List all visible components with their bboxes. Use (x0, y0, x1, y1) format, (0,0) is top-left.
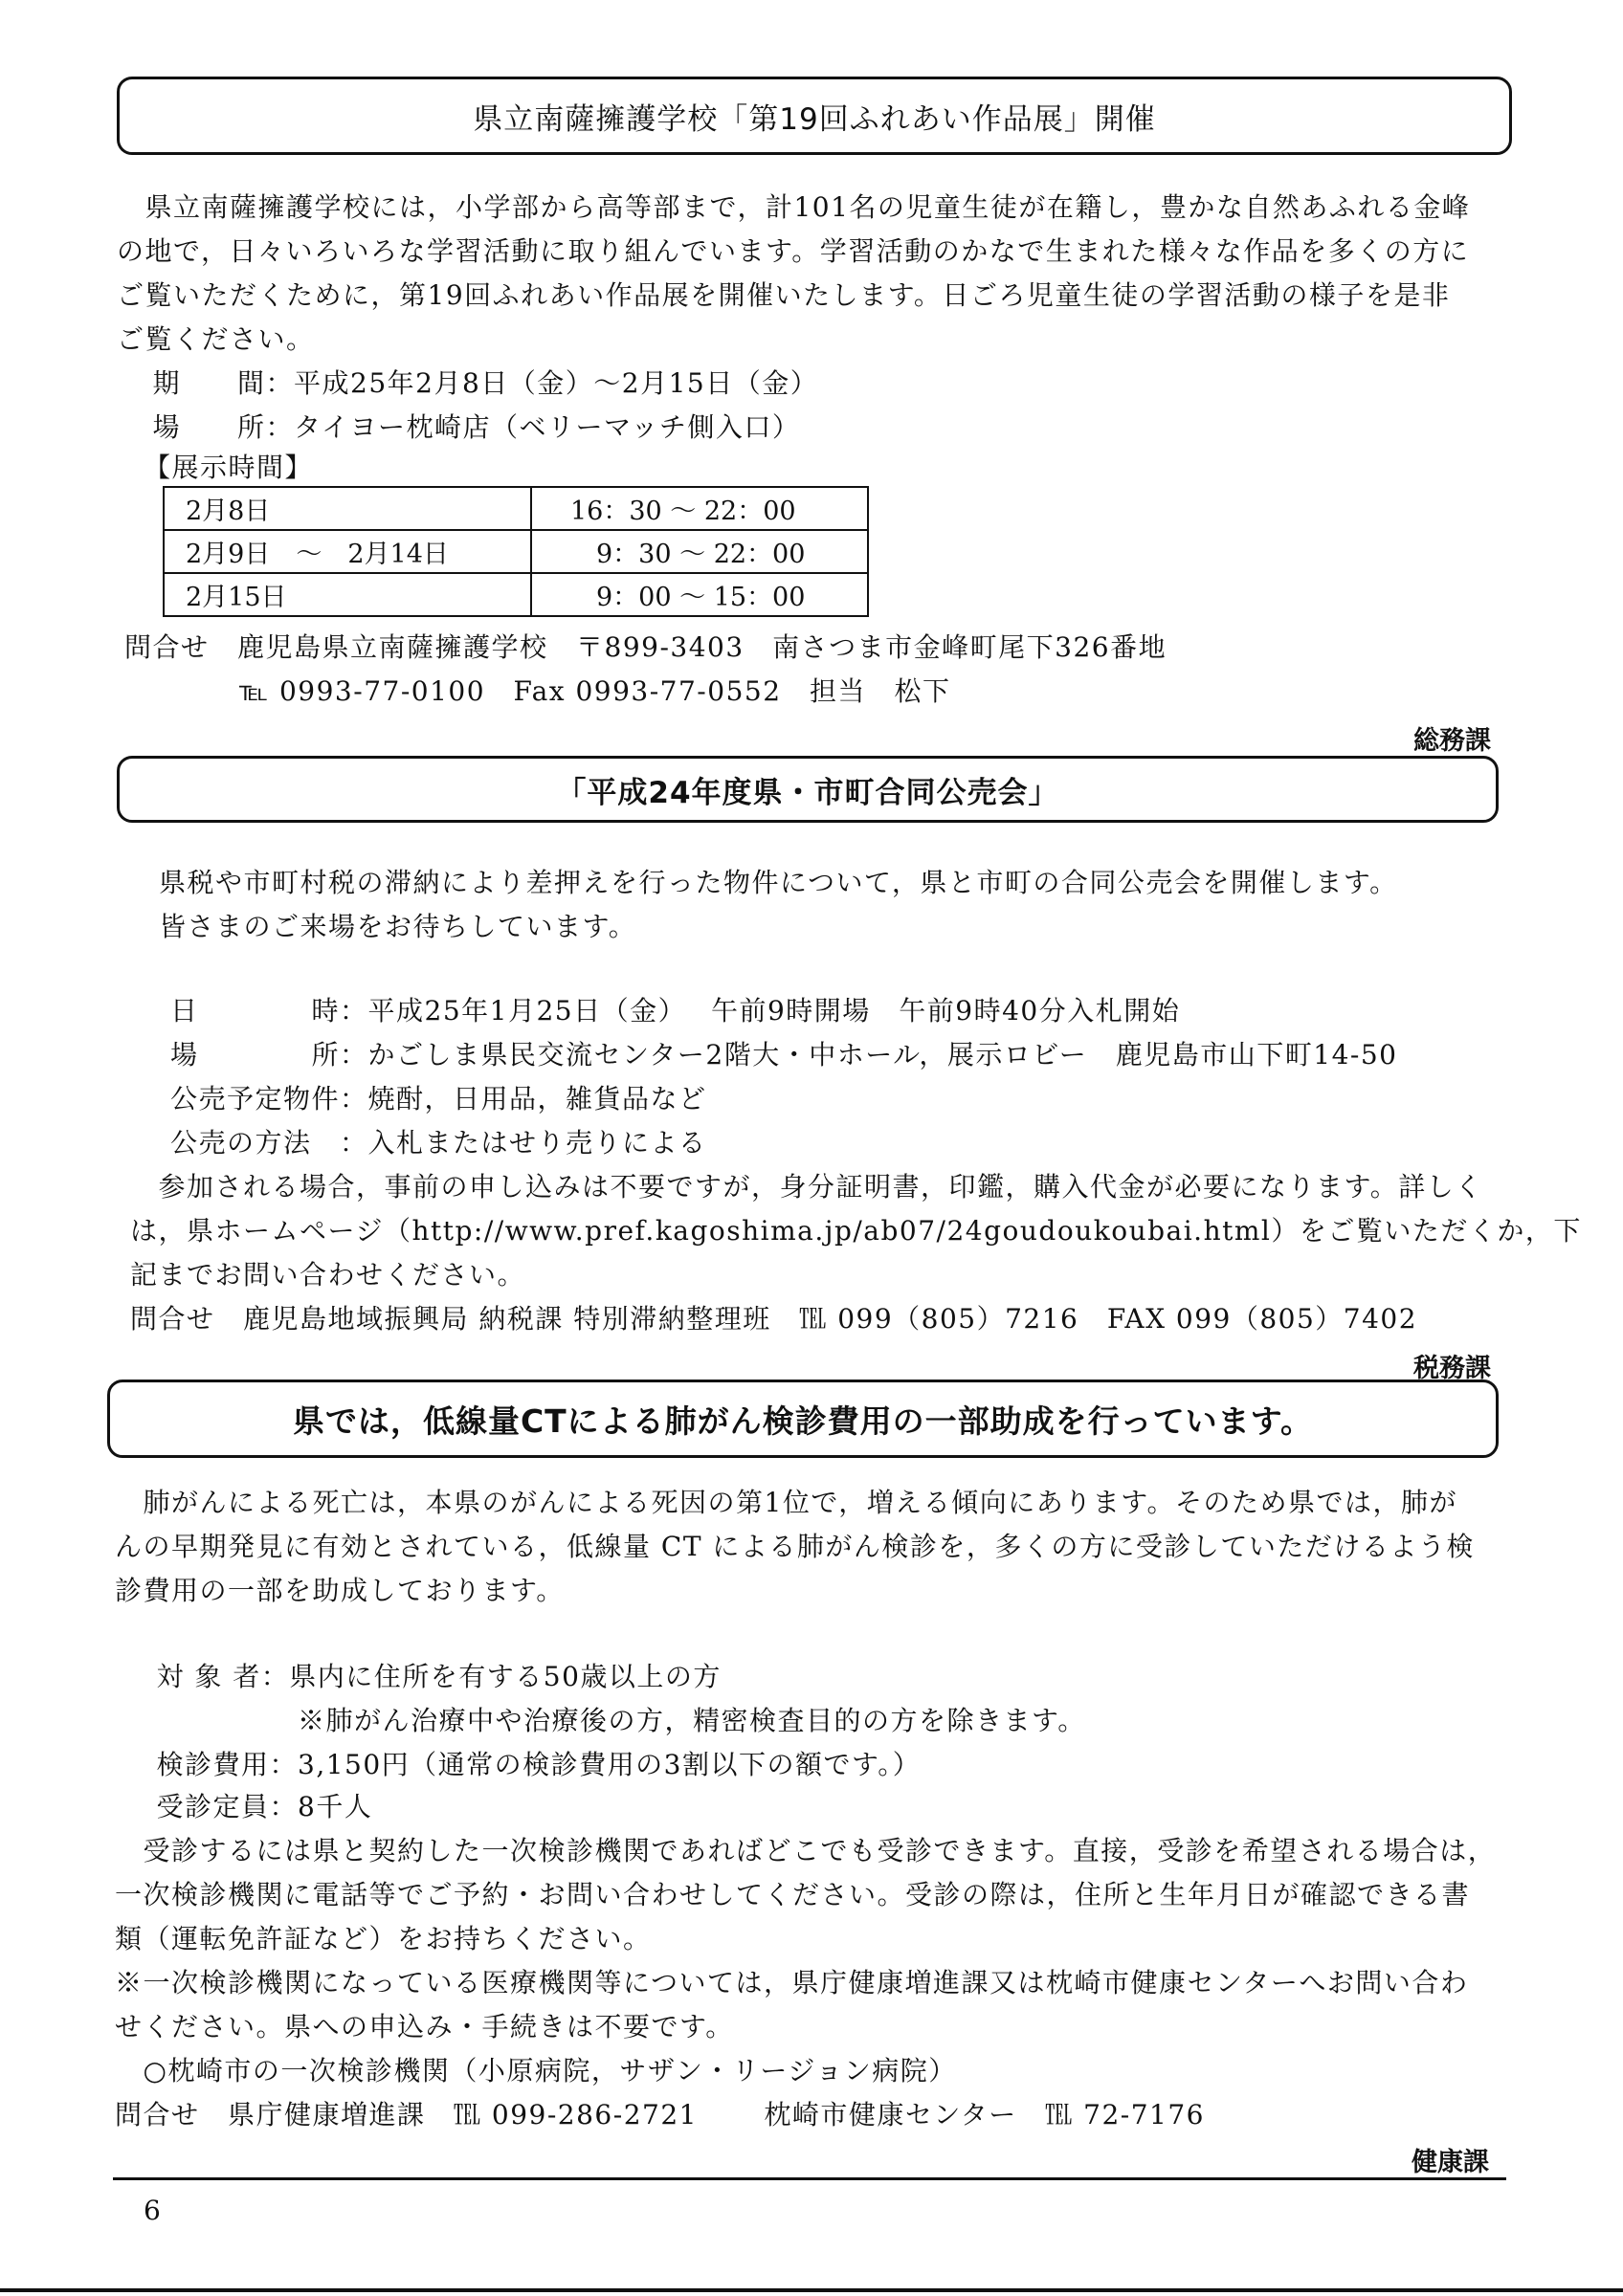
section2-intro-line-1: 県税や市町村税の滞納により差押えを行った物件について，県と市町の合同公売会を開催します。 (159, 867, 1398, 898)
section2-intro-line-2: 皆さまのご来場をお待ちしています。 (159, 911, 637, 942)
section1-title-box (117, 77, 1512, 155)
section2-detail-line-4: 公売の方法 ：入札またはせり売りによる (170, 1127, 707, 1159)
section2-detail-line-2: 場 所：かごしま県民交流センター2階大・中ホール，展示ロビー 鹿児島市山下町14-50 (170, 1039, 1398, 1071)
section3-body-line-6: ○枕崎市の一次検診機関（小原病院，サザン・リージョン病院） (115, 2055, 957, 2086)
table-row (164, 573, 868, 616)
page-number: 6 (144, 2195, 163, 2226)
section1-intro-line-2: の地で，日々いろいろな学習活動に取り組んでいます。学習活動のかなで生まれた様々な作品を多くの方に (117, 235, 1470, 267)
section3-intro-line-2: んの早期発見に有効とされている，低線量 CT による肺がん検診を，多くの方に受診していただけるよう検 (115, 1531, 1475, 1562)
bottom-border (0, 2288, 1623, 2292)
section2-detail-line-3: 公売予定物件：焼酎，日用品，雑貨品など (170, 1083, 707, 1115)
schedule-time: 16：30 ～ 22：00 (531, 487, 868, 530)
section2-contact: 問合せ 鹿児島地域振興局 納税課 特別滞納整理班 ℡ 099（805）7216 FAX 099（805）7402 (130, 1303, 1418, 1335)
section3-title-box (107, 1380, 1499, 1458)
section3-body-line-1: 受診するには県と契約した一次検診機関であればどこでも受診できます。直接，受診を希望される場合は， (115, 1835, 1497, 1866)
schedule-date: 2月15日 (164, 573, 531, 616)
section3-body-line-4: ※一次検診機関になっている医療機関等については，県庁健康増進課又は枕崎市健康センターへお問い合わ (115, 1967, 1469, 1998)
table-row (164, 487, 868, 530)
section3-detail-line-3: 検診費用：3,150円（通常の検診費用の3割以下の額です。） (128, 1749, 922, 1780)
table-row (164, 530, 868, 573)
section3-body-line-2: 一次検診機関に電話等でご予約・お問い合わせしてください。受診の際は，住所と生年月日が確認できる書 (115, 1879, 1471, 1910)
section1-schedule-heading: 【展示時間】 (144, 452, 314, 483)
section1-intro-line-4: ご覧ください。 (117, 323, 315, 355)
section1-title: 県立南薩擁護学校「第19回ふれあい作品展」開催 (473, 101, 1156, 137)
schedule-date: 2月9日 ～ 2月14日 (164, 530, 531, 573)
section3-intro-line-3: 診費用の一部を助成しております。 (115, 1575, 565, 1606)
section1-intro-line-3: ご覧いただくために，第19回ふれあい作品展を開催いたします。日ごろ児童生徒の学習活動の様子を是非 (117, 279, 1451, 311)
section3-body-line-5: せください。県への申込み・手続きは不要です。 (115, 2011, 734, 2042)
section3-intro-line-1: 肺がんによる死亡は，本県のがんによる死因の第1位で，増える傾向にあります。そのため県では，肺が (115, 1487, 1458, 1518)
section2-department: 税務課 (1413, 1354, 1491, 1383)
section2-detail-line-1: 日 時：平成25年1月25日（金） 午前9時開場 午前9時40分入札開始 (170, 995, 1181, 1027)
schedule-date: 2月8日 (164, 487, 531, 530)
exhibit-schedule-table (163, 486, 869, 617)
section2-note-line-1: 参加される場合，事前の申し込みは不要ですが，身分証明書，印鑑，購入代金が必要になります。詳しく (130, 1171, 1483, 1203)
section1-department: 総務課 (1413, 726, 1491, 756)
section3-department: 健康課 (1412, 2148, 1489, 2177)
section1-place: 場 所：タイヨー枕崎店（ベリーマッチ側入口） (124, 411, 801, 443)
section2-title: 「平成24年度県・市町合同公売会」 (556, 775, 1059, 810)
schedule-time: 9：30 ～ 22：00 (531, 530, 868, 573)
section1-contact-line-1: 問合せ 鹿児島県立南薩擁護学校 〒899-3403 南さつま市金峰町尾下326番地 (124, 631, 1167, 663)
section1-intro-line-1: 県立南薩擁護学校には，小学部から高等部まで，計101名の児童生徒が在籍し，豊かな自然あふれる金峰 (117, 191, 1471, 223)
section3-detail-line-1: 対 象 者：県内に住所を有する50歳以上の方 (128, 1661, 722, 1692)
section2-title-box (117, 756, 1499, 823)
section1-period: 期 間：平成25年2月8日（金）～2月15日（金） (124, 367, 819, 399)
section3-contact: 問合せ 県庁健康増進課 ℡ 099-286-2721 枕崎市健康センター ℡ 72-7176 (115, 2099, 1205, 2130)
section1-contact-line-2: ℡ 0993-77-0100 Fax 0993-77-0552 担当 松下 (239, 675, 951, 707)
section3-title: 県では，低線量CTによる肺がん検診費用の一部助成を行っています。 (292, 1402, 1314, 1440)
schedule-time: 9：00 ～ 15：00 (531, 573, 868, 616)
section3-detail-line-4: 受診定員：8千人 (128, 1791, 373, 1822)
footer-divider (113, 2177, 1506, 2180)
section3-detail-line-2: ※肺がん治療中や治療後の方，精密検査目的の方を除きます。 (128, 1705, 1086, 1736)
section3-body-line-3: 類（運転免許証など）をお持ちください。 (115, 1923, 652, 1954)
section2-note-line-2: は，県ホームページ（http://www.pref.kagoshima.jp/ab07/24goudoukoubai.html）をご覧いただくか，下 (130, 1215, 1582, 1247)
section2-note-line-3: 記までお問い合わせください。 (130, 1259, 526, 1291)
